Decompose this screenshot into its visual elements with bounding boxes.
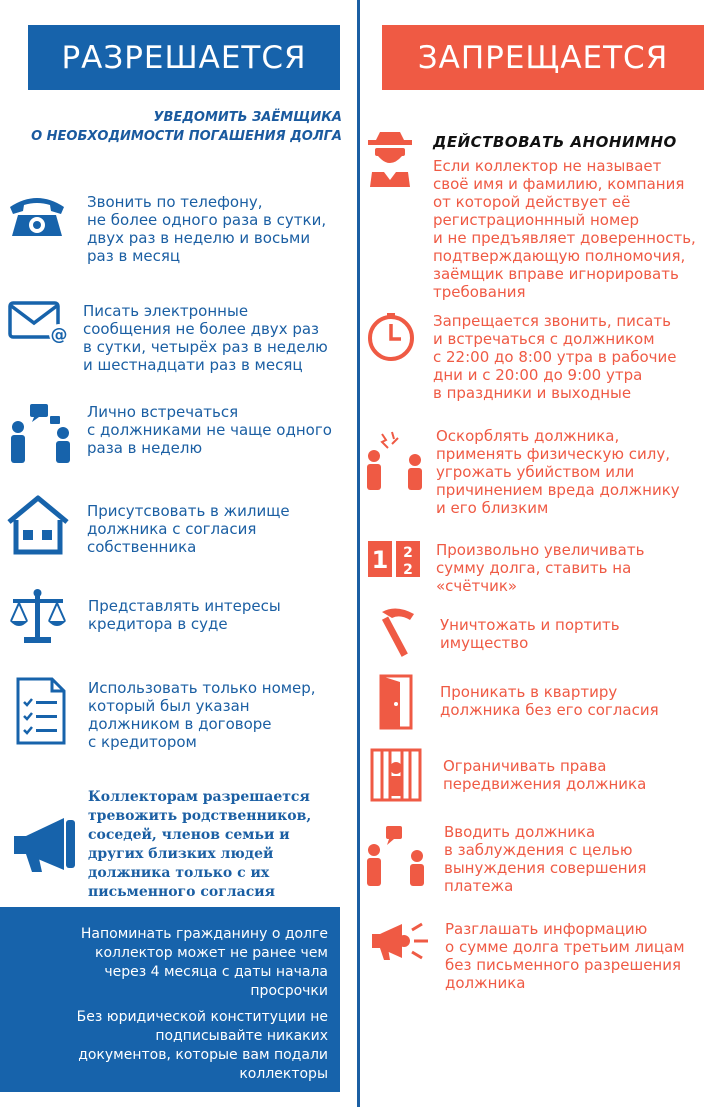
allowed-item-phone: Звонить по телефону, не более одного раза в сутки, двух раз в неделю и восьми раз в месяц — [87, 193, 327, 265]
relatives-note: Коллекторам разрешается тревожить родственников, соседей, членов семьи и других близких людей должника только с их письменного согласия — [88, 789, 312, 900]
counter-icon — [367, 540, 421, 578]
forbidden-item-threats: Оскорблять должника, применять физическую силу, угрожать убийством или причинением вреда должнику и его близким — [436, 427, 680, 517]
forbidden-item-time: Запрещается звонить, писать и встречаться с должником с 22:00 до 8:00 утра в рабочие дни и с 20:00 до 9:00 утра в праздники и выходные — [433, 312, 677, 402]
allowed-item-meeting: Лично встречаться с должниками не чаще одного раза в неделю — [87, 403, 332, 457]
svg-text:2: 2 — [403, 562, 413, 578]
megaphone-icon — [12, 814, 78, 874]
advice-paragraph-1: Напоминать гражданину о долге коллектор может не ранее чем через 4 месяца с даты начала просрочки — [80, 926, 328, 999]
allowed-item-court: Представлять интересы кредитора в суде — [88, 597, 281, 633]
megaphone-icon — [370, 920, 432, 964]
forbidden-item-property: Уничтожать и портить имущество — [440, 616, 620, 652]
deception-icon — [362, 824, 428, 888]
email-icon — [7, 300, 71, 346]
svg-text:1: 1 — [371, 546, 389, 574]
allowed-item-number: Использовать только номер, который был указан должником в договоре с кредитором — [88, 679, 316, 751]
threat-icon — [362, 430, 428, 492]
allowed-item-presence: Присутсвовать в жилище должника с согласия собственника — [87, 502, 290, 556]
telephone-icon — [6, 193, 68, 238]
allowed-header: РАЗРЕШАЕТСЯ — [28, 25, 340, 90]
forbidden-item-freedom: Ограничивать права передвижения должника — [443, 757, 647, 793]
meeting-icon — [8, 403, 74, 465]
allowed-item-email: Писать электронные сообщения не более двух раз в сутки, четырёх раз в неделю и шестнадцати раз в месяц — [83, 302, 328, 374]
hammer-icon — [374, 606, 420, 658]
forbidden-item-disclosure: Разглашать информацию о сумме долга третьим лицам без письменного разрешения должника — [445, 920, 685, 992]
forbidden-item-entry: Проникать в квартиру должника без его согласия — [440, 683, 659, 719]
jail-icon — [370, 748, 422, 802]
forbidden-item-deception: Вводить должника в заблуждения с целью вынуждения совершения платежа — [444, 823, 647, 895]
notify-subtitle: УВЕДОМИТЬ ЗАЁМЩИКА О НЕОБХОДИМОСТИ ПОГАШЕНИЯ ДОЛГА — [31, 110, 342, 144]
anonymous-agent-icon — [366, 130, 414, 188]
forbidden-item-anonymous: Если коллектор не называет своё имя и фамилию, компания от которой действует её регистрационнный номер и не предъявляет доверенность, подтверждающую полномочия, заёмщик вправе игнорировать требования — [433, 157, 696, 301]
forbidden-header: ЗАПРЕЩАЕТСЯ — [382, 25, 704, 90]
anonymous-title: ДЕЙСТВОВАТЬ АНОНИМНО — [433, 133, 677, 151]
scales-icon — [7, 587, 69, 647]
clock-icon — [366, 312, 416, 362]
checklist-icon — [15, 676, 67, 746]
center-divider — [357, 0, 360, 1107]
advice-paragraph-2: Без юридической конституции не подписывайте никаких документов, которые вам подали коллекторы — [76, 1009, 328, 1082]
door-icon — [378, 674, 414, 730]
svg-text:@: @ — [50, 325, 68, 345]
house-icon — [5, 494, 71, 556]
forbidden-item-counter: Произвольно увеличивать сумму долга, ставить на «счётчик» — [436, 541, 645, 595]
advice-box — [0, 907, 340, 1092]
svg-text:2: 2 — [403, 545, 413, 561]
